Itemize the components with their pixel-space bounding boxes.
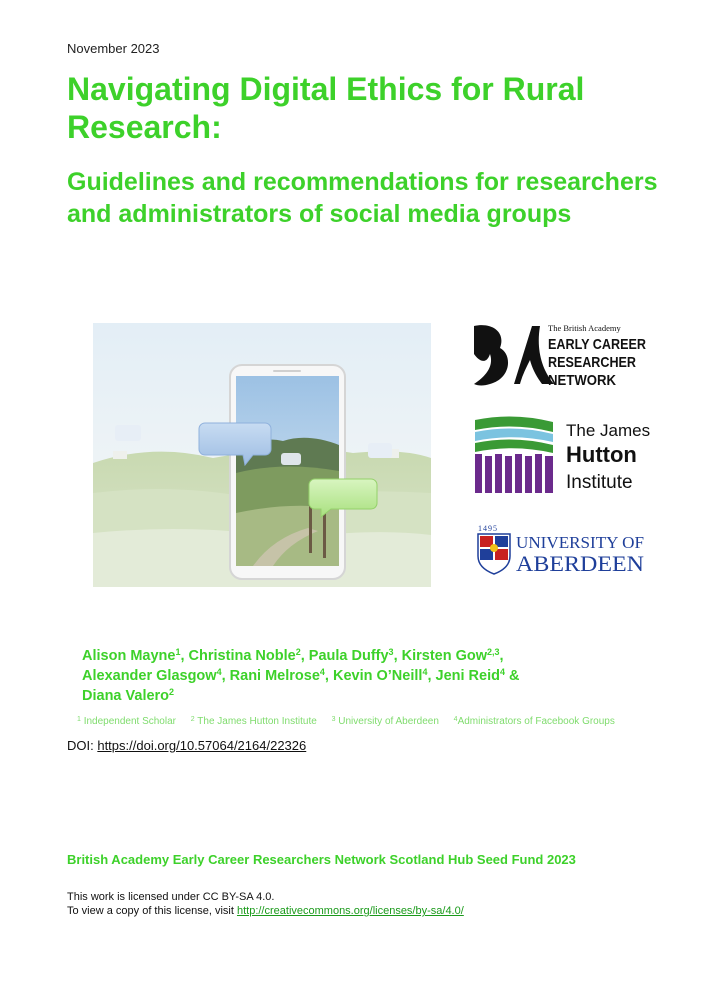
author: Diana Valero$^2$ [82, 687, 175, 704]
author: Alison Mayne$^1$, [82, 647, 189, 664]
author-list [82, 646, 622, 706]
aberdeen-logo [478, 524, 644, 576]
page-subtitle: Guidelines and recommendations for researchers and administrators of social media groups [67, 168, 658, 228]
hutton-line3: Institute [566, 472, 633, 493]
doi-link[interactable]: https://doi.org/10.57064/2164/22326 [97, 738, 307, 753]
affiliation-list [77, 716, 677, 727]
affiliation: $^2$ The James Hutton Institute [190, 716, 317, 727]
affiliation: $^1$ Independent Scholar [77, 716, 176, 727]
logos-svg [470, 320, 670, 580]
affiliation: $^4$Administrators of Facebook Groups [453, 716, 615, 727]
license-line2: To view a copy of this license, visit http://creativecommons.org/licenses/by-sa/4.0/ [67, 905, 464, 917]
hutton-line2: Hutton [566, 442, 637, 467]
british-academy-logo [474, 323, 646, 389]
author: Rani Melrose$^4$, [229, 667, 333, 684]
aberdeen-line1: UNIVERSITY OF [516, 533, 644, 552]
publication-date: November 2023 [67, 41, 160, 56]
doi-label: DOI: [67, 738, 98, 753]
license-line1: This work is licensed under CC BY-SA 4.0. [67, 891, 275, 903]
author: Christina Noble$^2$, [188, 647, 309, 664]
james-hutton-logo [475, 416, 650, 493]
license-notice [67, 890, 464, 918]
hutton-line1: The James [566, 421, 651, 440]
author: Kirsten Gow$^{2,3}$, [401, 647, 504, 664]
author: Jeni Reid$^4$ & [435, 667, 520, 684]
partner-logos [470, 320, 670, 585]
funding-statement: British Academy Early Career Researchers Network Scotland Hub Seed Fund 2023 [67, 852, 576, 867]
page-title: Navigating Digital Ethics for Rural Research: [67, 71, 585, 145]
ba-line2: EARLY CAREER [548, 336, 647, 353]
affiliation: $^3$ University of Aberdeen [331, 716, 439, 727]
author: Paula Duffy$^3$, [308, 647, 402, 664]
author: Alexander Glasgow$^4$, [82, 667, 230, 684]
ba-line4: NETWORK [548, 372, 617, 389]
license-link[interactable]: http://creativecommons.org/licenses/by-sa/4.0/ [236, 905, 464, 917]
cover-photo [93, 323, 431, 587]
aberdeen-year: 1495 [478, 524, 498, 533]
cover-illustration [93, 323, 431, 587]
ba-line1: The British Academy [548, 323, 621, 333]
author: Kevin O’Neill$^4$, [332, 667, 436, 684]
doi [67, 738, 306, 753]
ba-line3: RESEARCHER [548, 354, 637, 371]
aberdeen-line2: ABERDEEN [516, 551, 645, 576]
